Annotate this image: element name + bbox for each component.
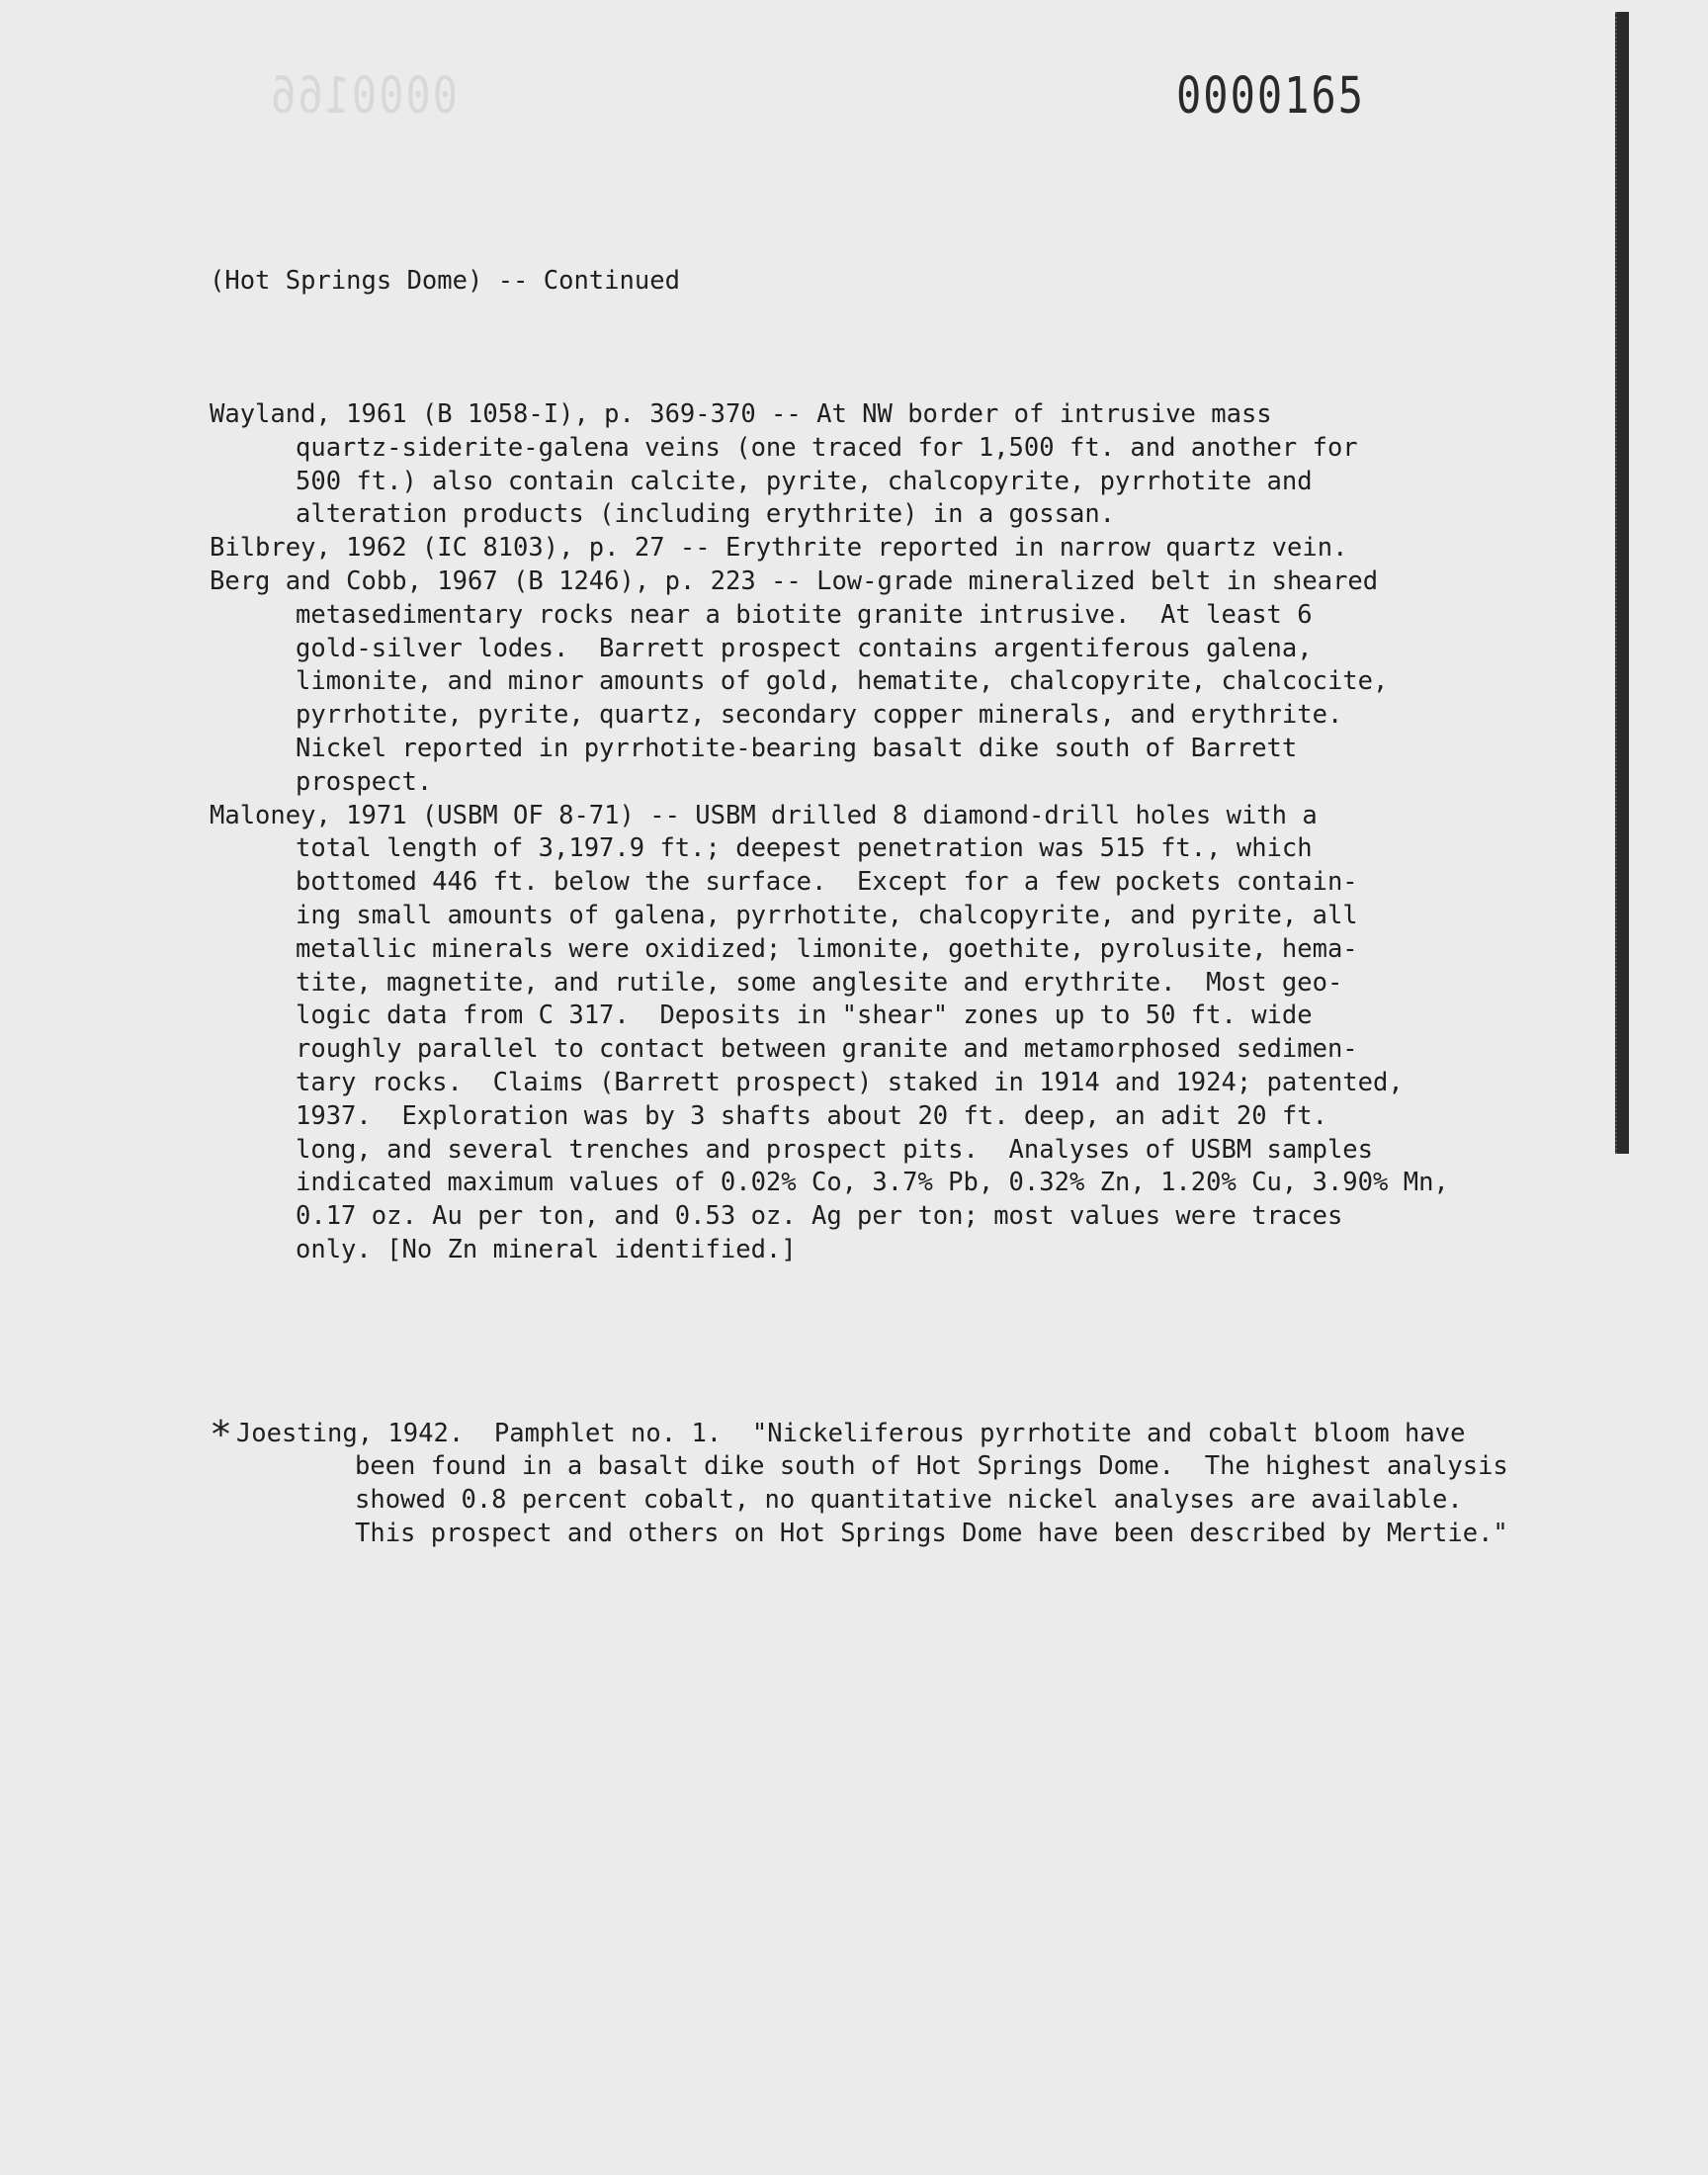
asterisk-icon: *: [210, 1412, 232, 1456]
entry-text-line: 1937. Exploration was by 3 shafts about 20 ft. deep, an adit 20 ft.: [296, 1100, 1327, 1131]
entry-text-line: total length of 3,197.9 ft.; deepest penetration was 515 ft., which: [296, 833, 1313, 864]
entry-text-line: indicated maximum values of 0.02% Co, 3.7% Pb, 0.32% Zn, 1.20% Cu, 3.90% Mn,: [296, 1168, 1449, 1198]
footnote: [210, 1350, 1613, 1585]
document-body: [210, 198, 1593, 1301]
section-heading: (Hot Springs Dome) -- Continued: [210, 265, 680, 296]
entry-text-line: metasedimentary rocks near a biotite granite intrusive. At least 6: [296, 599, 1313, 630]
entry-text-line: alteration products (including erythrite) in a gossan.: [296, 499, 1116, 530]
margin-bar: [1615, 12, 1629, 1154]
footnote-text: This prospect and others on Hot Springs Dome have been described by Mertie.": [355, 1518, 1508, 1548]
reference-entries: [210, 398, 1593, 1267]
entry-text-line: tite, magnetite, and rutile, some anglesite and erythrite. Most geo-: [296, 967, 1343, 998]
entry-citation-line: Wayland, 1961 (B 1058-I), p. 369-370 -- At NW border of intrusive mass: [210, 398, 1272, 429]
entry-text-line: tary rocks. Claims (Barrett prospect) staked in 1914 and 1924; patented,: [296, 1067, 1404, 1097]
entry-text-line: only. [No Zn mineral identified.]: [296, 1234, 797, 1264]
entry-text-line: gold-silver lodes. Barrett prospect contains argentiferous galena,: [296, 633, 1313, 663]
entry-text-line: long, and several trenches and prospect pits. Analyses of USBM samples: [296, 1134, 1374, 1165]
entry-citation-line: Berg and Cobb, 1967 (B 1246), p. 223 -- Low-grade mineralized belt in sheared: [210, 566, 1379, 596]
footnote-text: showed 0.8 percent cobalt, no quantitative nickel analyses are available.: [355, 1485, 1463, 1516]
page-number: 0000165: [1176, 66, 1366, 125]
footnote-lines: [210, 1412, 1613, 1551]
footnote-line: [210, 1412, 1613, 1456]
entry-citation-line: Maloney, 1971 (USBM OF 8-71) -- USBM drilled 8 diamond-drill holes with a: [210, 800, 1318, 830]
entry-text-line: pyrrhotite, pyrite, quartz, secondary copper minerals, and erythrite.: [296, 700, 1343, 731]
entry-text-line: roughly parallel to contact between granite and metamorphosed sedimen-: [296, 1034, 1358, 1065]
entry-text-line: bottomed 446 ft. below the surface. Except for a few pockets contain-: [296, 867, 1358, 898]
entry-text-line: logic data from C 317. Deposits in "shear" zones up to 50 ft. wide: [296, 1000, 1313, 1031]
page-number-bleedthrough: 0000166: [269, 66, 459, 125]
reference-entry: [210, 532, 1593, 566]
entry-text-line: metallic minerals were oxidized; limonite, goethite, pyrolusite, hema-: [296, 933, 1358, 964]
entry-text-line: ing small amounts of galena, pyrrhotite, chalcopyrite, and pyrite, all: [296, 900, 1358, 930]
entry-text-line: prospect.: [296, 766, 433, 797]
footnote-text: Joesting, 1942. Pamphlet no. 1. "Nickeliferous pyrrhotite and cobalt bloom have: [235, 1418, 1466, 1448]
reference-entry: [210, 800, 1593, 1267]
entry-text-line: 0.17 oz. Au per ton, and 0.53 oz. Ag per ton; most values were traces: [296, 1201, 1343, 1232]
entry-text-line: Nickel reported in pyrrhotite-bearing basalt dike south of Barrett: [296, 733, 1298, 763]
entry-text-line: quartz-siderite-galena veins (one traced for 1,500 ft. and another for: [296, 432, 1358, 463]
reference-entry: [210, 398, 1593, 532]
footnote-line: [210, 1484, 1613, 1518]
footnote-line: [210, 1518, 1613, 1551]
footnote-text: been found in a basalt dike south of Hot Springs Dome. The highest analysis: [355, 1451, 1508, 1482]
footnote-line: [210, 1450, 1613, 1484]
entry-text-line: limonite, and minor amounts of gold, hematite, chalcopyrite, chalcocite,: [296, 666, 1389, 697]
reference-entry: [210, 566, 1593, 800]
entry-text-line: 500 ft.) also contain calcite, pyrite, chalcopyrite, pyrrhotite and: [296, 466, 1313, 496]
entry-citation-line: Bilbrey, 1962 (IC 8103), p. 27 -- Erythrite reported in narrow quartz vein.: [210, 533, 1348, 564]
